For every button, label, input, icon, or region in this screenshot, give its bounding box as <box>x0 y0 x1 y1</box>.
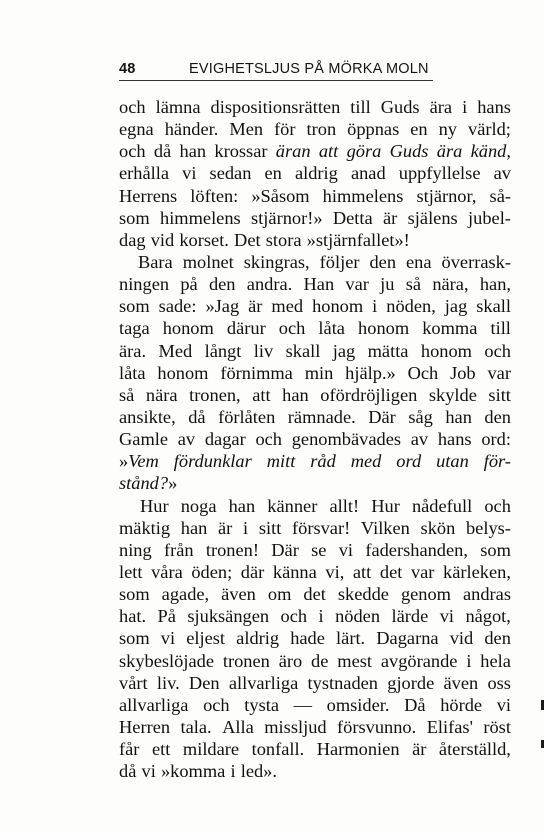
text-line <box>119 605 511 627</box>
word: som <box>119 207 150 228</box>
word: stjärnor, <box>416 185 477 206</box>
text-line <box>119 406 511 428</box>
word: ju <box>380 274 395 295</box>
word: avgörande <box>380 650 458 671</box>
word: att <box>252 384 271 405</box>
word: återställd, <box>438 739 511 760</box>
word: är <box>383 207 398 228</box>
word: känner <box>267 495 318 516</box>
word: gjorde <box>387 672 435 693</box>
word: rämnade. <box>287 406 356 427</box>
word: ord: <box>481 429 511 450</box>
word: aldrig <box>236 628 280 649</box>
word: se <box>311 539 327 560</box>
word: vid <box>449 628 474 649</box>
word: i <box>230 761 236 782</box>
word: Med <box>158 340 193 361</box>
word: till <box>490 318 511 339</box>
word: vårt <box>119 672 148 693</box>
word: han <box>228 495 256 516</box>
word: hjälp.» <box>345 362 396 383</box>
word: i <box>462 97 468 117</box>
word: andras <box>463 584 511 605</box>
word: försvunno. <box>337 716 417 737</box>
text-line <box>119 118 511 140</box>
word: skedde <box>337 584 389 605</box>
word: ett <box>151 739 171 760</box>
word: jubel- <box>468 207 511 228</box>
word: på <box>180 274 198 295</box>
word: lämna <box>155 97 201 117</box>
word: erhålla <box>119 163 170 184</box>
word: något, <box>465 606 511 627</box>
word: följer <box>319 251 360 272</box>
word: där <box>240 561 265 582</box>
word: nära <box>145 384 178 405</box>
word: så <box>405 274 422 295</box>
word: att <box>352 561 372 582</box>
text-line <box>119 738 511 760</box>
word: oss <box>487 672 511 693</box>
word: vi <box>141 761 156 782</box>
word: Den <box>188 672 220 693</box>
word: som <box>119 584 150 605</box>
word: tron <box>306 119 337 140</box>
word: och <box>278 318 306 339</box>
text-line <box>119 650 511 672</box>
text-line <box>119 450 511 472</box>
word: tonfall. <box>251 739 305 760</box>
word: av <box>410 429 429 450</box>
word: Där <box>271 539 299 560</box>
word: Elifas' <box>426 716 473 737</box>
word: taga <box>119 318 150 339</box>
word: Alla <box>222 716 254 737</box>
word: Vilken <box>360 517 410 538</box>
word: egna <box>119 119 154 140</box>
word: han <box>180 517 208 538</box>
word: himmelens <box>160 207 241 228</box>
word: honom <box>157 362 209 383</box>
word: Där <box>368 406 396 427</box>
word: kärleken, <box>443 561 511 582</box>
word: tysta <box>244 694 279 715</box>
word: den <box>208 274 236 295</box>
word: tala. <box>180 716 212 737</box>
text-line <box>119 672 511 694</box>
word: nådefull <box>411 495 473 516</box>
word: Men <box>229 119 264 140</box>
word: honom <box>162 318 214 339</box>
word: en <box>264 163 282 184</box>
word: han, <box>479 274 511 295</box>
text-line <box>119 428 511 450</box>
word: av <box>177 429 196 450</box>
word: känna <box>272 561 317 582</box>
word: nöden, <box>386 296 436 317</box>
text-line <box>119 273 511 295</box>
word: Då <box>404 694 426 715</box>
text-line <box>119 140 511 162</box>
word: och <box>203 694 230 715</box>
text-line <box>119 207 511 229</box>
word: vi <box>182 163 197 184</box>
word: krossar <box>214 141 268 162</box>
word: stjärnor!» <box>251 207 323 228</box>
word: omsider. <box>326 694 390 715</box>
word: fördunklar <box>173 451 252 472</box>
word: därur <box>226 318 266 339</box>
word: de <box>311 650 329 671</box>
word: korset. <box>179 229 229 250</box>
word: Och <box>407 362 439 383</box>
word: låta <box>119 362 146 383</box>
word: eljest <box>186 628 226 649</box>
word: allvarliga <box>228 672 299 693</box>
word: dagar <box>204 429 246 450</box>
word: sitt <box>258 517 282 538</box>
word: tronen! <box>205 539 259 560</box>
word: agade, <box>161 584 210 605</box>
text-line <box>119 185 511 207</box>
word: Det <box>234 229 261 250</box>
word: löften: <box>190 185 239 206</box>
word: en <box>410 119 428 140</box>
word: sade: <box>158 296 197 317</box>
word: Guds <box>380 97 420 117</box>
word: Job <box>450 362 476 383</box>
word: skall <box>285 340 321 361</box>
word: ny <box>438 119 457 140</box>
word: göra <box>346 141 382 162</box>
word: öden; <box>191 561 233 582</box>
word: såg <box>408 406 433 427</box>
word: från <box>163 539 194 560</box>
word: Harmonien <box>316 739 400 760</box>
word: skingras, <box>243 251 310 272</box>
page-header <box>119 58 433 80</box>
word: lärde <box>391 606 429 627</box>
word: »Jag <box>205 296 240 317</box>
word: hat. <box>119 606 147 627</box>
word: allvarliga <box>119 694 189 715</box>
word: hans <box>437 429 472 450</box>
word: anad <box>350 163 386 184</box>
word: himmelens <box>322 185 404 206</box>
word: fadershanden, <box>365 539 468 560</box>
word: även <box>221 584 256 605</box>
word: värld; <box>468 119 511 140</box>
word: hans <box>477 97 511 117</box>
word: genombävades <box>291 429 402 450</box>
word: noga <box>180 495 217 516</box>
word: lärt. <box>336 628 366 649</box>
word: så <box>119 384 135 405</box>
word: hörde <box>440 694 483 715</box>
text-line <box>119 495 511 517</box>
word: nöden <box>335 606 381 627</box>
word: förnimma <box>220 362 293 383</box>
word: med <box>350 451 382 472</box>
text-line <box>119 251 511 273</box>
word: ofördröjligen <box>320 384 418 405</box>
word: Herren <box>119 716 171 737</box>
text-line <box>119 716 511 738</box>
word: ansikte, <box>119 406 176 427</box>
word: mäktig <box>119 517 171 538</box>
running-title: EVIGHETSLJUS PÅ MÖRKA MOLN <box>189 61 429 77</box>
word: ära <box>429 97 453 117</box>
word: skall <box>476 296 511 317</box>
word: uppfyllelse <box>398 163 481 184</box>
word: mest <box>337 650 372 671</box>
word: Hur <box>371 495 400 516</box>
word: jag <box>444 296 468 317</box>
word: ningen <box>119 274 170 295</box>
word: överrask- <box>441 251 511 272</box>
text-line <box>119 229 511 251</box>
word: hade <box>290 628 325 649</box>
word: tystnaden <box>307 672 378 693</box>
word: äran <box>275 141 311 162</box>
word: själens <box>407 207 458 228</box>
word: är <box>412 739 427 760</box>
word: han <box>282 384 309 405</box>
word: i <box>372 296 378 317</box>
text-line <box>119 694 511 716</box>
word: den <box>484 628 511 649</box>
word: i <box>466 650 472 671</box>
word: den <box>484 406 511 427</box>
text-line <box>119 517 511 539</box>
word: komma <box>422 318 478 339</box>
word: stånd?» <box>119 473 178 494</box>
word: Detta <box>332 207 373 228</box>
word: Herrens <box>119 185 178 206</box>
text-line <box>119 760 511 782</box>
text-line <box>119 162 511 184</box>
word: var <box>410 561 435 582</box>
word: att <box>318 141 339 162</box>
word: andra. <box>246 274 293 295</box>
word: Dagarna <box>376 628 439 649</box>
word: »stjärnfallet»! <box>306 229 410 250</box>
word: vid <box>150 229 175 250</box>
word: då <box>153 141 172 162</box>
word: ära. <box>119 340 147 361</box>
word: ning <box>119 539 152 560</box>
text-line <box>119 539 511 561</box>
word: med <box>271 296 304 317</box>
word: allt! <box>329 495 360 516</box>
word: missljud <box>264 716 327 737</box>
word: äro <box>278 650 303 671</box>
word: det <box>379 561 403 582</box>
word: sjuksängen <box>187 606 270 627</box>
word: våra <box>151 561 183 582</box>
word: och <box>484 495 511 516</box>
word: var <box>487 362 511 383</box>
word: sedan <box>209 163 252 184</box>
page-number: 48 <box>119 61 136 77</box>
word: stora <box>265 229 302 250</box>
word: är <box>248 296 263 317</box>
word: På <box>157 606 176 627</box>
word: tronen <box>222 650 270 671</box>
word: vi, <box>325 561 345 582</box>
word: är <box>218 517 233 538</box>
word: då <box>188 406 206 427</box>
word: öppnas <box>347 119 400 140</box>
word: och <box>119 141 146 162</box>
word: av <box>493 163 511 184</box>
word: så- <box>489 185 511 206</box>
text-line <box>119 561 511 583</box>
word: honom <box>358 318 410 339</box>
text-line <box>119 362 511 384</box>
word: och <box>280 606 308 627</box>
word: till <box>350 97 371 117</box>
word: jag <box>332 340 356 361</box>
word: då <box>119 761 137 782</box>
word: om <box>267 584 292 605</box>
word: ord <box>396 451 422 472</box>
word: liv. <box>156 672 180 693</box>
word: känd, <box>470 141 511 162</box>
word: och <box>119 97 146 117</box>
word: vi <box>160 628 176 649</box>
word: och <box>255 429 282 450</box>
header-rule <box>119 80 433 81</box>
word: utan <box>436 451 469 472</box>
word: dispositionsrätten <box>210 97 341 117</box>
word: i <box>318 606 324 627</box>
word: honom <box>312 296 364 317</box>
word: den <box>369 251 397 272</box>
word: dag <box>119 229 146 250</box>
word: mitt <box>266 451 296 472</box>
word: lett <box>119 561 143 582</box>
word: långt <box>204 340 242 361</box>
word: tronen, <box>189 384 241 405</box>
word: honom <box>420 340 472 361</box>
text-line <box>119 295 511 317</box>
word: händer. <box>164 119 219 140</box>
word: för <box>274 119 296 140</box>
word: »komma <box>160 761 226 782</box>
word: vi <box>439 606 454 627</box>
text-line <box>119 317 511 339</box>
word: nära, <box>432 274 469 295</box>
word: det <box>303 584 326 605</box>
word: mildare <box>182 739 240 760</box>
text-line <box>119 627 511 649</box>
word: Hur <box>140 495 169 516</box>
word: ära <box>436 141 463 162</box>
word: ena <box>406 251 432 272</box>
word: röst <box>483 716 511 737</box>
text-line <box>119 472 511 494</box>
word: skybeslöjade <box>119 650 214 671</box>
word: belys- <box>465 517 511 538</box>
word: för- <box>483 451 511 472</box>
word: genom <box>400 584 451 605</box>
word: skön <box>420 517 456 538</box>
word: »Vem <box>119 451 159 472</box>
word: hela <box>480 650 511 671</box>
text-line <box>119 96 511 118</box>
word: som <box>119 628 150 649</box>
word: mätta <box>367 340 409 361</box>
word: förlåten <box>218 406 276 427</box>
word: skylde <box>428 384 477 405</box>
word: han <box>445 406 472 427</box>
word: Gamle <box>119 429 169 450</box>
word: var <box>345 274 369 295</box>
word: som <box>480 539 511 560</box>
text-line <box>119 384 511 406</box>
word: låta <box>318 318 345 339</box>
word: molnet <box>182 251 234 272</box>
word: även <box>443 672 479 693</box>
word: vi <box>496 694 511 715</box>
word: min <box>304 362 334 383</box>
word: Guds <box>389 141 429 162</box>
word: försvar! <box>292 517 351 538</box>
word: får <box>119 739 140 760</box>
word: han <box>179 141 207 162</box>
word: — <box>293 694 313 715</box>
word: aldrig <box>294 163 338 184</box>
word: som <box>119 296 150 317</box>
word: vi <box>338 539 354 560</box>
word: Han <box>303 274 335 295</box>
word: Bara <box>138 251 173 272</box>
word: i <box>243 517 249 538</box>
word: »Såsom <box>251 185 310 206</box>
word: och <box>484 340 511 361</box>
body-text <box>119 96 511 782</box>
text-line <box>119 583 511 605</box>
word: led». <box>240 761 277 782</box>
text-line <box>119 340 511 362</box>
word: råd <box>310 451 336 472</box>
word: sitt <box>488 384 511 405</box>
word: liv <box>253 340 274 361</box>
